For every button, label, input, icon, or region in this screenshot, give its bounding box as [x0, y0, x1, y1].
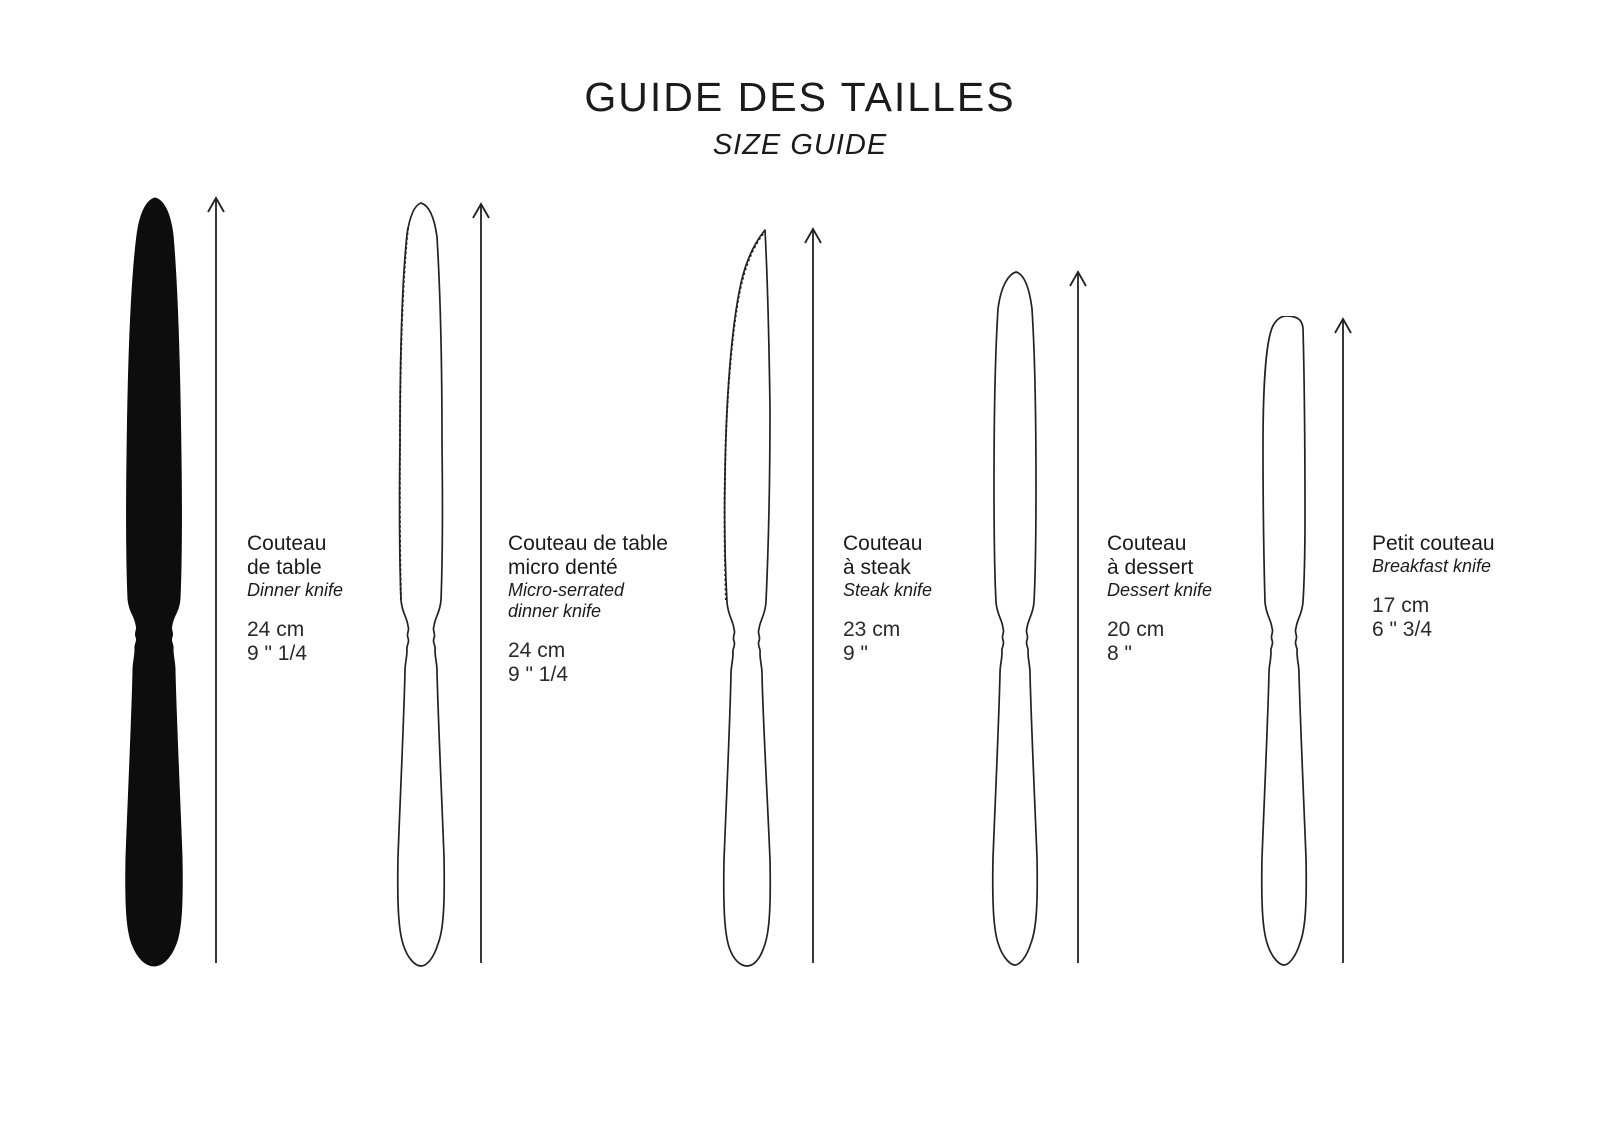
- length-inches: 9 ": [843, 642, 868, 665]
- knife-name-fr: à steak: [843, 556, 911, 579]
- knife-measurements: [508, 639, 738, 687]
- knife-name-fr: Petit couteau: [1372, 532, 1495, 555]
- knife-name-fr: Couteau: [247, 532, 327, 555]
- label-breakfast-knife: [1372, 532, 1600, 642]
- knife-name-en: Dessert knife: [1107, 580, 1213, 600]
- title-french: GUIDE DES TAILLES: [584, 74, 1016, 120]
- knife-measurements: [1107, 618, 1337, 666]
- length-cm: 23 cm: [843, 618, 901, 641]
- length-cm: 17 cm: [1372, 594, 1430, 617]
- page-title: [0, 74, 1600, 162]
- length-cm: 24 cm: [508, 639, 566, 662]
- label-steak-knife: [843, 532, 1073, 666]
- length-cm: 20 cm: [1107, 618, 1165, 641]
- length-inches: 6 " 3/4: [1372, 618, 1432, 641]
- knife-name-en: Breakfast knife: [1372, 556, 1492, 576]
- height-arrow-steak: [801, 227, 825, 964]
- knife-name-fr: de table: [247, 556, 322, 579]
- knife-measurements: [247, 618, 477, 666]
- knife-name-fr: Couteau de table: [508, 532, 668, 555]
- length-inches: 8 ": [1107, 642, 1132, 665]
- label-dinner-knife: [247, 532, 477, 666]
- label-micro-serrated-dinner-knife: [508, 532, 738, 687]
- label-dessert-knife: [1107, 532, 1337, 666]
- knife-name-en: Micro-serrated: [508, 580, 625, 600]
- knife-measurements: [1372, 594, 1600, 642]
- knife-name-fr: Couteau: [843, 532, 923, 555]
- knife-name-en: Dinner knife: [247, 580, 344, 600]
- height-arrow-dinner: [204, 196, 228, 964]
- length-inches: 9 " 1/4: [508, 663, 568, 686]
- title-english: SIZE GUIDE: [712, 129, 888, 161]
- dinner-knife-silhouette: [114, 197, 194, 967]
- knife-name-fr: Couteau: [1107, 532, 1187, 555]
- knife-name-en: Steak knife: [843, 580, 933, 600]
- knife-name-fr: micro denté: [508, 556, 618, 579]
- knife-name-en: dinner knife: [508, 601, 602, 621]
- length-cm: 24 cm: [247, 618, 305, 641]
- length-inches: 9 " 1/4: [247, 642, 307, 665]
- knife-name-fr: à dessert: [1107, 556, 1194, 579]
- knife-measurements: [843, 618, 1073, 666]
